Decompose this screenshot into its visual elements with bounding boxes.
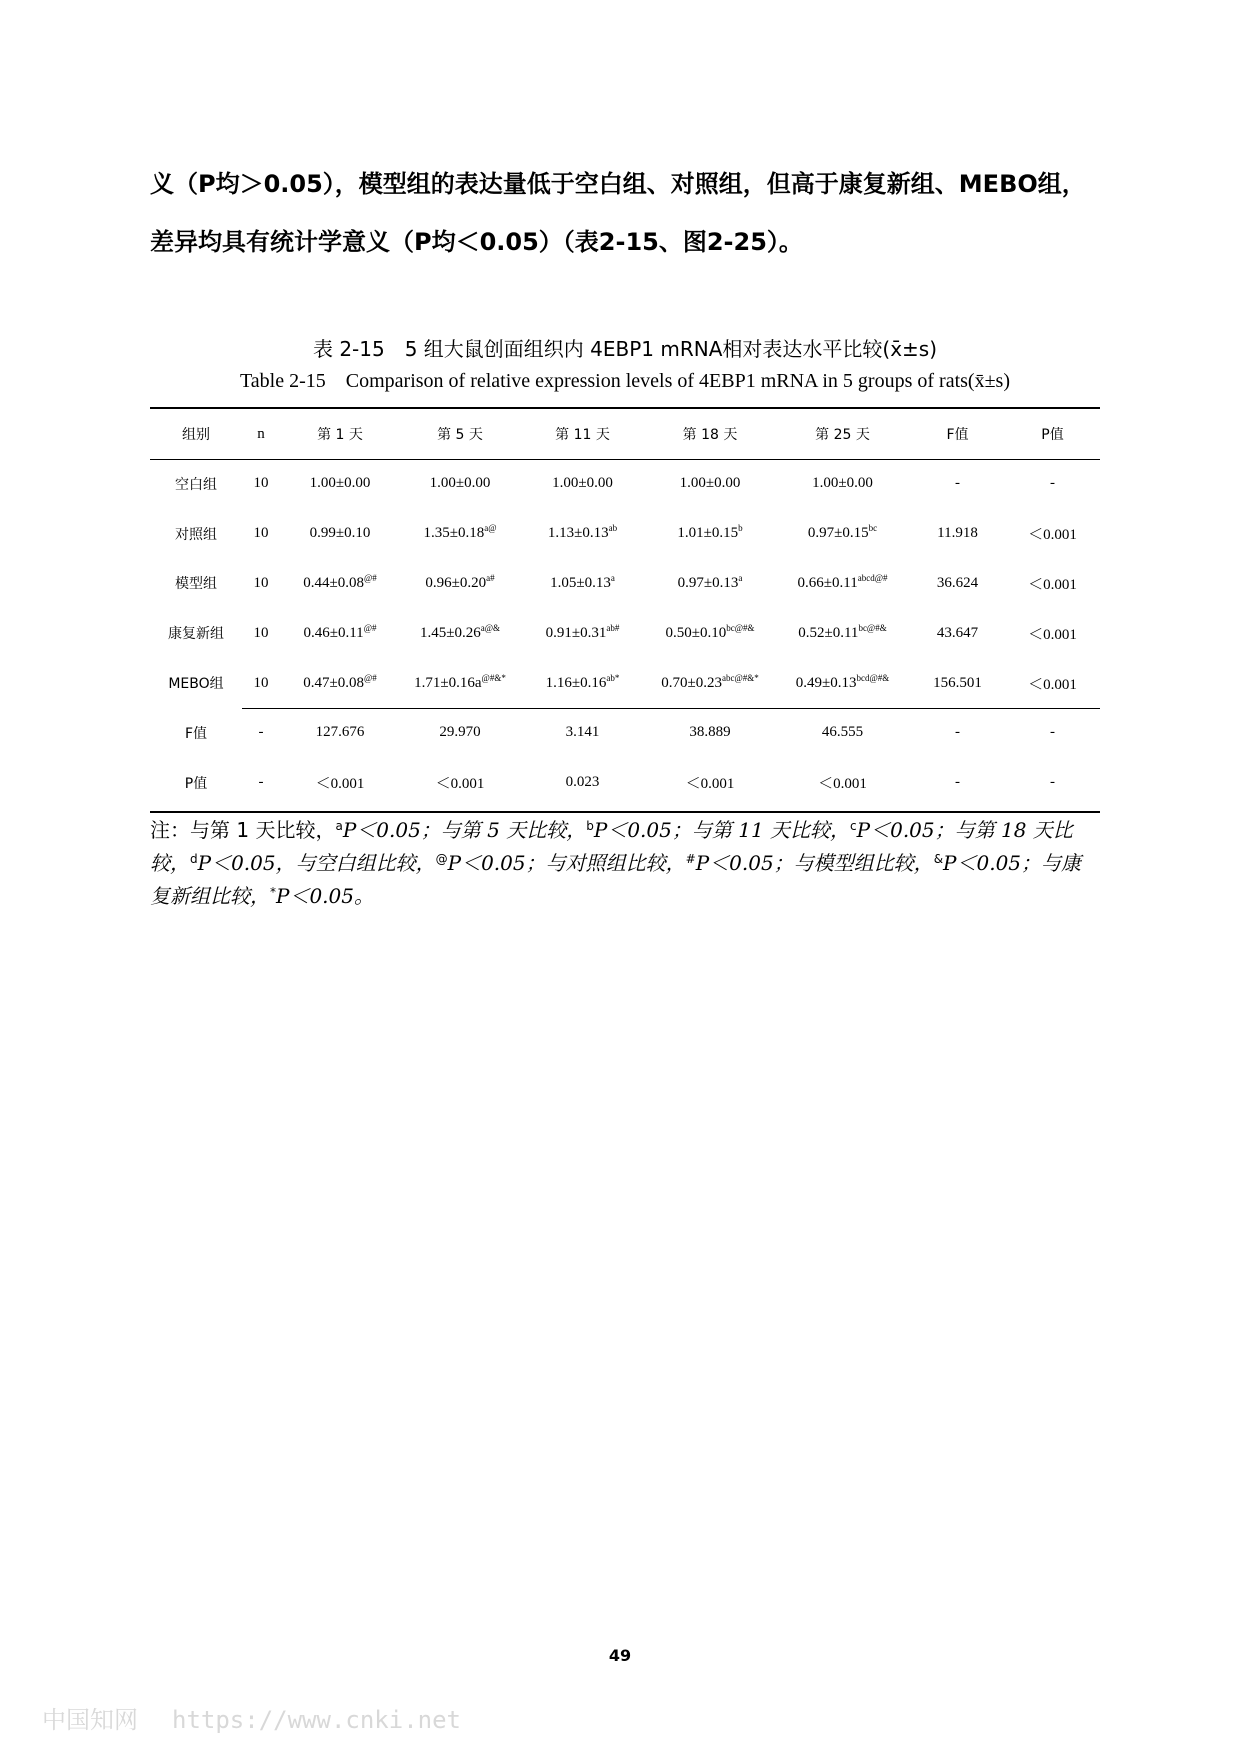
- cell-marker: b: [738, 523, 743, 534]
- header-day-18: 第 18 天: [682, 427, 738, 443]
- note-marker-star: *: [270, 885, 276, 899]
- cell-marker: bc: [868, 523, 878, 534]
- cell-value: 0.52±0.11: [798, 624, 859, 641]
- cell-value: 1.71±0.16a: [414, 674, 482, 691]
- cell-day-5: [400, 509, 520, 559]
- cnki-watermark: [42, 1700, 495, 1735]
- cell-value: 0.99±0.10: [309, 525, 371, 542]
- cell-f-value: 36.624: [936, 574, 979, 591]
- cell-day-5: [400, 608, 520, 658]
- row-label-f: F值: [184, 725, 208, 742]
- cell-value: 0.66±0.11: [797, 574, 858, 591]
- cell-day-11: [520, 658, 645, 708]
- cell-n: 10: [253, 475, 269, 492]
- cell-n: 10: [253, 624, 269, 641]
- cell-group: 康复新组: [168, 626, 224, 643]
- cell-day-18: [645, 658, 775, 708]
- note-marker-c: c: [850, 819, 857, 833]
- header-day-1: 第 1 天: [317, 427, 363, 443]
- cell-day-11: 3.141: [565, 724, 600, 741]
- cell-marker: @#: [363, 622, 377, 633]
- cell-value: 1.00±0.00: [429, 475, 491, 492]
- row-label-p: P值: [184, 775, 208, 792]
- cell-value: 1.01±0.15: [677, 525, 739, 542]
- cell-day-1: [280, 509, 400, 559]
- cell-marker: a@&: [480, 622, 501, 633]
- cell-marker: ab#: [606, 622, 620, 633]
- table-row: [150, 658, 1100, 708]
- cell-marker: bc@#&: [726, 622, 755, 633]
- cell-n: -: [258, 774, 264, 791]
- cell-day-25: [775, 559, 910, 609]
- cell-n: 10: [253, 674, 269, 691]
- cell-day-18: [645, 608, 775, 658]
- cell-value: 0.50±0.10: [665, 624, 727, 641]
- cell-value: 1.00±0.00: [309, 475, 371, 492]
- cell-day-18: [645, 559, 775, 609]
- cell-value: 0.49±0.13: [795, 674, 857, 691]
- cell-f-value: -: [955, 724, 960, 741]
- header-day-11: 第 11 天: [555, 427, 610, 443]
- note-text-hash: P＜0.05；与模型组比较，: [695, 851, 934, 875]
- cell-marker: a#: [486, 572, 495, 583]
- note-text-star: P＜0.05。: [276, 884, 374, 908]
- cell-value: 0.91±0.31: [545, 624, 607, 641]
- cell-value: 1.00±0.00: [679, 475, 741, 492]
- note-text-c: P＜0.05；与第 18 天比较，: [150, 818, 1073, 875]
- cell-day-1: [280, 459, 400, 509]
- cell-p-value: ＜0.001: [1028, 576, 1077, 593]
- cell-value: 0.44±0.08: [303, 574, 364, 591]
- cell-n: -: [258, 724, 264, 741]
- table-row: [150, 509, 1100, 559]
- table-row: [150, 608, 1100, 658]
- header-n: n: [257, 425, 265, 442]
- cell-marker: ab: [608, 523, 618, 534]
- table-bottom-rule: [150, 811, 1100, 813]
- cell-day-5: [400, 559, 520, 609]
- cell-marker: abcd@#: [857, 572, 888, 583]
- cell-f-value: 156.501: [933, 674, 982, 691]
- note-marker-hash: #: [685, 852, 696, 866]
- cell-p-value: ＜0.001: [1028, 527, 1077, 544]
- cell-day-1: [280, 608, 400, 658]
- cell-p-value: ＜0.001: [1028, 676, 1077, 693]
- header-f-value: F值: [946, 427, 969, 443]
- cell-day-25: ＜0.001: [818, 776, 867, 793]
- cell-f-value: 11.918: [937, 525, 978, 542]
- cell-p-value: ＜0.001: [1028, 626, 1077, 643]
- cell-value: 0.46±0.11: [303, 624, 364, 641]
- cell-value: 1.35±0.18: [423, 525, 485, 542]
- cell-n: 10: [253, 574, 269, 591]
- cell-value: 1.05±0.13: [550, 574, 611, 591]
- note-prefix: 注：与第 1 天比较，: [150, 818, 336, 842]
- cell-day-25: 46.555: [821, 724, 864, 741]
- cell-day-25: [775, 509, 910, 559]
- cell-day-11: 0.023: [565, 774, 600, 791]
- cell-f-value: -: [955, 475, 960, 492]
- body-paragraph-line-2: 差异均具有统计学意义（P均＜0.05）（表2-15、图2-25）。: [150, 228, 803, 256]
- cell-day-25: [775, 608, 910, 658]
- cell-marker: a: [610, 572, 615, 583]
- cell-marker: abc@#&*: [721, 672, 759, 683]
- header-day-5: 第 5 天: [437, 427, 483, 443]
- cell-value: 0.97±0.13: [677, 574, 739, 591]
- cell-marker: ab*: [606, 672, 620, 683]
- cell-p-value: -: [1050, 774, 1055, 791]
- table-caption-chinese: 表 2-15 5 组大鼠创面组织内 4EBP1 mRNA相对表达水平比较(x̄±s): [312, 337, 938, 361]
- cell-n: 10: [253, 525, 269, 542]
- table-header-row: [150, 409, 1100, 459]
- body-paragraph-line-1: 义（P均＞0.05），模型组的表达量低于空白组、对照组，但高于康复新组、MEBO组，: [150, 170, 1086, 198]
- note-text-amp: P＜0.05；与康复新组比较，: [150, 851, 1082, 908]
- cell-day-5: 29.970: [439, 724, 481, 741]
- note-text-at: P＜0.05；与对照组比较，: [447, 851, 686, 875]
- header-p-value: P值: [1041, 427, 1064, 443]
- cell-marker: bcd@#&: [856, 672, 890, 683]
- watermark-url: https://www.cnki.net: [172, 1706, 461, 1734]
- header-day-25: 第 25 天: [815, 427, 870, 443]
- note-text-a: P＜0.05；与第 5 天比较，: [342, 818, 587, 842]
- cell-day-18: [645, 509, 775, 559]
- data-table: [150, 409, 1100, 808]
- table-caption-english: Table 2-15 Comparison of relative expression levels of 4EBP1 mRNA in 5 groups of rats(x̄±s): [239, 370, 1010, 392]
- cell-group: 模型组: [175, 576, 217, 593]
- cell-day-5: ＜0.001: [435, 776, 485, 793]
- cell-day-1: [280, 658, 400, 708]
- cell-day-18: [645, 459, 775, 509]
- table-row: [150, 559, 1100, 609]
- cell-day-25: [775, 658, 910, 708]
- cell-group: 对照组: [175, 526, 217, 543]
- f-value-row: [150, 708, 1100, 758]
- header-group: 组别: [182, 427, 210, 443]
- cell-day-5: [400, 658, 520, 708]
- cell-value: 0.47±0.08: [303, 674, 364, 691]
- cell-day-11: [520, 559, 645, 609]
- cell-p-value: -: [1050, 724, 1055, 741]
- cell-marker: bc@#&: [858, 622, 887, 633]
- table-row: [150, 459, 1100, 509]
- cell-value: 1.45±0.26: [419, 624, 481, 641]
- cell-marker: a: [738, 572, 743, 583]
- cell-p-value: -: [1050, 475, 1055, 492]
- cell-marker: @#&*: [481, 672, 506, 683]
- cell-value: 1.16±0.16: [545, 674, 607, 691]
- cell-value: 0.70±0.23: [661, 674, 722, 691]
- note-marker-b: b: [586, 819, 594, 833]
- cell-marker: @#: [363, 672, 377, 683]
- note-marker-a: a: [335, 819, 343, 833]
- cell-day-1: ＜0.001: [315, 776, 365, 793]
- cell-day-1: [280, 559, 400, 609]
- cell-group: MEBO组: [168, 676, 224, 693]
- cell-f-value: 43.647: [936, 624, 979, 641]
- note-text-b: P＜0.05；与第 11 天比较，: [593, 818, 851, 842]
- note-text-d: P＜0.05，与空白组比较，: [197, 851, 436, 875]
- p-value-row: [150, 758, 1100, 808]
- watermark-site-name: 中国知网: [42, 1706, 138, 1734]
- page-number: 49: [608, 1646, 632, 1665]
- cell-marker: @#: [363, 572, 377, 583]
- table-footnote: [150, 814, 1100, 913]
- cell-value: 0.97±0.15: [807, 525, 869, 542]
- note-marker-at: @: [435, 852, 448, 866]
- cell-value: 1.13±0.13: [547, 525, 609, 542]
- cell-f-value: -: [955, 774, 960, 791]
- cell-day-18: 38.889: [689, 724, 731, 741]
- cell-day-11: [520, 608, 645, 658]
- cell-day-11: [520, 509, 645, 559]
- cell-day-5: [400, 459, 520, 509]
- cell-day-11: [520, 459, 645, 509]
- cell-value: 1.00±0.00: [552, 475, 613, 492]
- cell-group: 空白组: [175, 476, 217, 493]
- cell-day-25: [775, 459, 910, 509]
- cell-day-18: ＜0.001: [685, 776, 735, 793]
- note-marker-d: d: [190, 852, 198, 866]
- note-marker-amp: &: [933, 852, 944, 866]
- cell-day-1: 127.676: [315, 724, 365, 741]
- cell-marker: a@: [484, 523, 497, 534]
- cell-value: 0.96±0.20: [425, 574, 487, 591]
- cell-value: 1.00±0.00: [812, 475, 873, 492]
